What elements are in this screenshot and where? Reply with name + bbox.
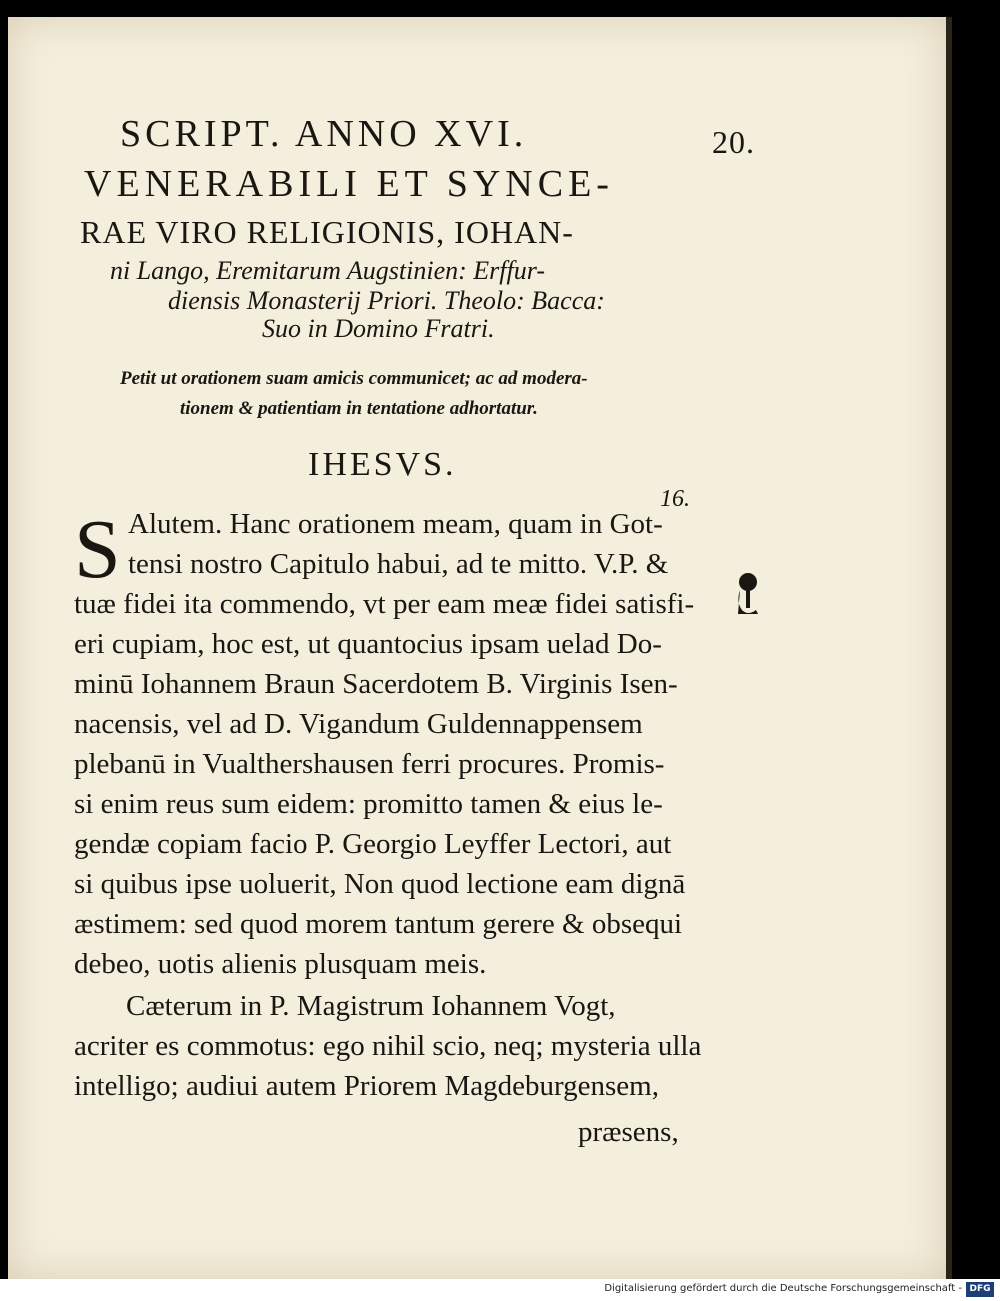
page-number: 20. bbox=[712, 124, 755, 160]
drop-cap: S bbox=[74, 503, 121, 596]
body-line-4: eri cupiam, hoc est, ut quantocius ipsam uelad Do- bbox=[74, 628, 662, 660]
body-line-8: si enim reus sum eidem: promitto tamen & eius le- bbox=[74, 788, 663, 820]
digitization-footer bbox=[0, 1279, 1000, 1301]
body-line-13: Cæterum in P. Magistrum Iohannem Vogt, bbox=[126, 990, 616, 1022]
body-line-9: gendæ copiam facio P. Georgio Leyffer Lectori, aut bbox=[74, 828, 672, 860]
heading-line-1: SCRIPT. ANNO XVI. bbox=[120, 113, 528, 155]
address-line-2: diensis Monasterij Priori. Theolo: Bacca: bbox=[168, 286, 605, 315]
body-line-7: plebanū in Vualthershausen ferri procures. Promis- bbox=[74, 748, 665, 780]
address-line-3: Suo in Domino Fratri. bbox=[262, 314, 495, 343]
page-edge-shadow bbox=[946, 17, 952, 1279]
body-line-12: debeo, uotis alienis plusquam meis. bbox=[74, 948, 487, 980]
footer-credit: Digitalisierung gefördert durch die Deutsche Forschungsgemeinschaft - bbox=[604, 1283, 962, 1294]
address-line-1: ni Lango, Eremitarum Augstinien: Erffur- bbox=[110, 256, 545, 285]
heading-line-2: VENERABILI ET SYNCE- bbox=[84, 163, 614, 205]
summary-line-2: tionem & patientiam in tentatione adhortatur. bbox=[180, 398, 538, 419]
heading-line-3: RAE VIRO RELIGIONIS, IOHAN- bbox=[80, 214, 574, 250]
body-line-3: tuæ fidei ita commendo, vt per eam meæ fidei satisfi- bbox=[74, 588, 695, 620]
summary-line-1: Petit ut orationem suam amicis communicet; ac ad moderа- bbox=[120, 368, 588, 389]
body-line-5: minū Iohannem Braun Sacerdotem B. Virginis Isen- bbox=[74, 668, 678, 700]
body-line-14: acriter es commotus: ego nihil scio, neq; mysteria ulla bbox=[74, 1030, 702, 1062]
manicule-mark-icon bbox=[728, 568, 768, 618]
body-line-6: nacensis, vel ad D. Vigandum Guldennappensem bbox=[74, 708, 643, 740]
body-line-15: intelligo; audiui autem Priorem Magdeburgensem, bbox=[74, 1070, 659, 1102]
body-line-1: Alutem. Hanc orationem meam, quam in Got- bbox=[128, 508, 663, 540]
marginal-number: 16. bbox=[660, 486, 690, 512]
body-line-2: tensi nostro Capitulo habui, ad te mitto. V.P. & bbox=[128, 548, 669, 580]
body-line-10: si quibus ipse uoluerit, Non quod lectione eam dignā bbox=[74, 868, 686, 900]
dfg-logo: DFG bbox=[966, 1282, 994, 1297]
catchword: præsens, bbox=[578, 1116, 679, 1148]
body-line-11: æstimem: sed quod morem tantum gerere & obsequi bbox=[74, 908, 683, 940]
salutation-heading: IHESVS. bbox=[308, 446, 457, 483]
